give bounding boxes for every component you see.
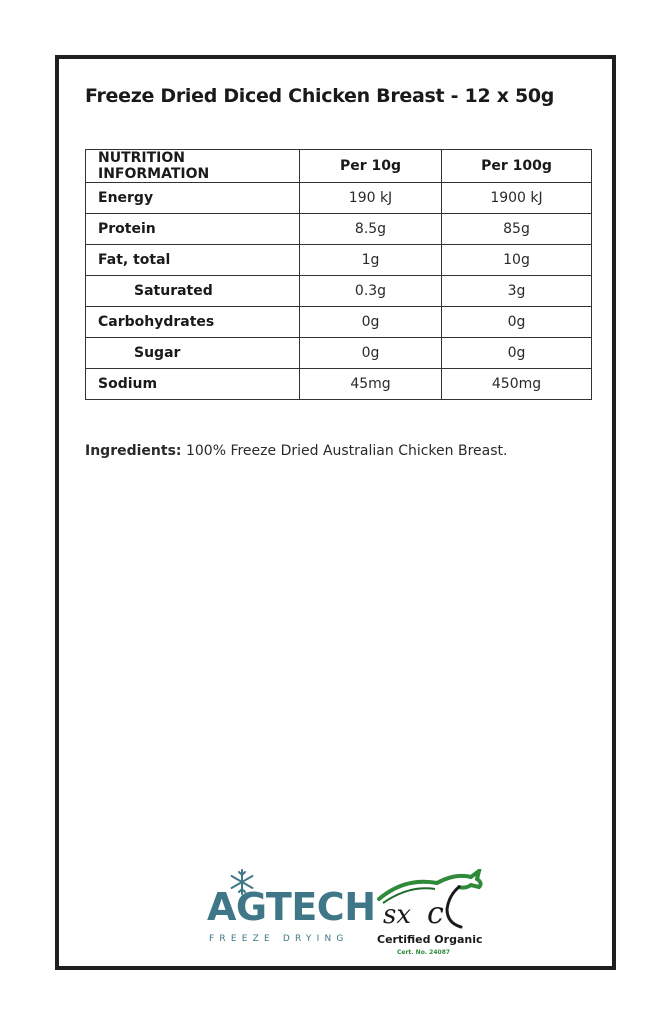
- sodium-per-100g: 450mg: [442, 369, 592, 400]
- table-row: [86, 338, 592, 369]
- table-row: [86, 369, 592, 400]
- agtech-logo: AGTECH: [207, 885, 376, 929]
- protein-per-10g: 8.5g: [300, 214, 442, 245]
- table-header-row: [86, 150, 592, 183]
- sugar-per-10g: 0g: [300, 338, 442, 369]
- row-label-fat-total: Fat, total: [86, 245, 300, 276]
- sugar-per-100g: 0g: [442, 338, 592, 369]
- ingredients-statement: [85, 443, 507, 459]
- saturated-per-10g: 0.3g: [300, 276, 442, 307]
- header-per-100g: Per 100g: [442, 150, 592, 183]
- kangaroo-icon: [375, 869, 487, 931]
- table-row: [86, 183, 592, 214]
- product-title: Freeze Dried Diced Chicken Breast - 12 x 50g: [85, 85, 555, 107]
- energy-per-100g: 1900 kJ: [442, 183, 592, 214]
- table-row: [86, 276, 592, 307]
- ingredients-label: Ingredients:: [85, 443, 182, 459]
- svg-text:sx: sx: [383, 900, 412, 930]
- header-nutrition-information: NUTRITION INFORMATION: [86, 150, 300, 183]
- svg-text:c: c: [427, 896, 444, 931]
- agtech-subtitle: FREEZE DRYING: [209, 934, 349, 944]
- fat-per-10g: 1g: [300, 245, 442, 276]
- header-per-10g: Per 10g: [300, 150, 442, 183]
- row-label-protein: Protein: [86, 214, 300, 245]
- saturated-per-100g: 3g: [442, 276, 592, 307]
- ingredients-text: 100% Freeze Dried Australian Chicken Breast.: [185, 443, 508, 459]
- carbohydrates-per-10g: 0g: [300, 307, 442, 338]
- protein-per-100g: 85g: [442, 214, 592, 245]
- table-row: [86, 307, 592, 338]
- certification-logos: [199, 869, 489, 959]
- row-label-carbohydrates: Carbohydrates: [86, 307, 300, 338]
- row-label-sugar: Sugar: [86, 338, 300, 369]
- row-label-saturated: Saturated: [86, 276, 300, 307]
- fat-per-100g: 10g: [442, 245, 592, 276]
- nutrition-table: [85, 149, 592, 400]
- product-label: [55, 55, 616, 970]
- certificate-number: Cert. No. 24087: [397, 949, 451, 956]
- carbohydrates-per-100g: 0g: [442, 307, 592, 338]
- certified-organic-label: Certified Organic: [377, 933, 483, 946]
- sodium-per-10g: 45mg: [300, 369, 442, 400]
- table-row: [86, 214, 592, 245]
- table-row: [86, 245, 592, 276]
- row-label-energy: Energy: [86, 183, 300, 214]
- row-label-sodium: Sodium: [86, 369, 300, 400]
- energy-per-10g: 190 kJ: [300, 183, 442, 214]
